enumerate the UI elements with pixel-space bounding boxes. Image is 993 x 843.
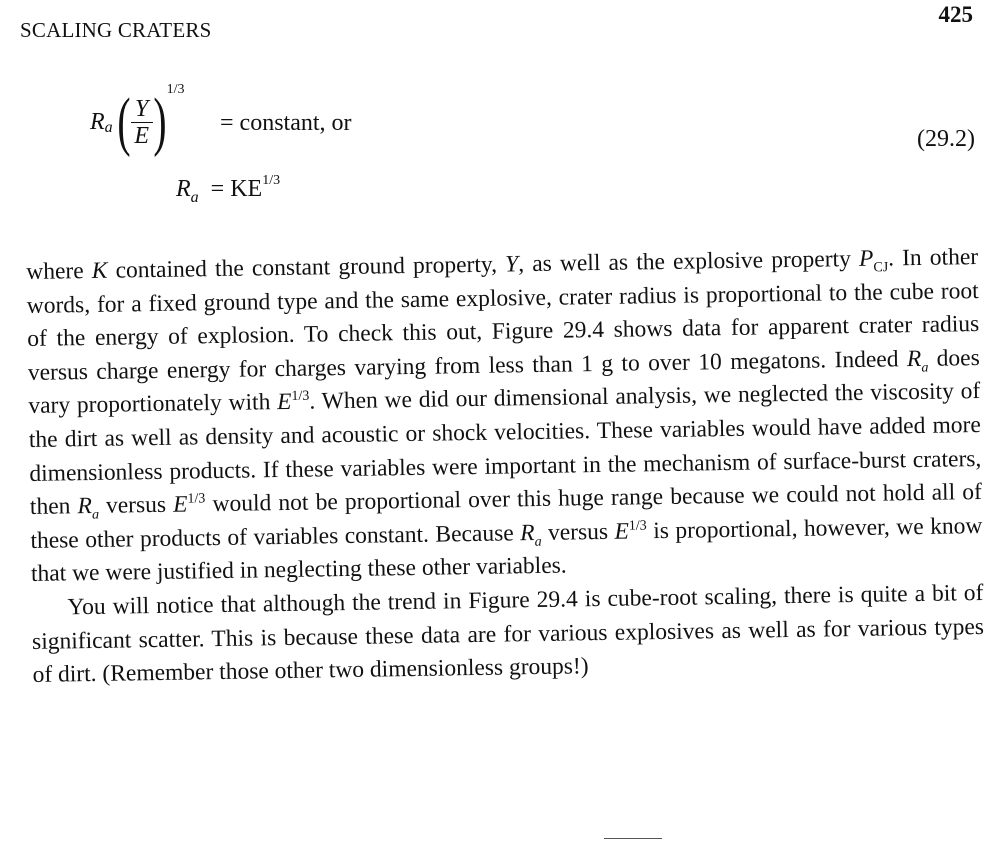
subscript-cj: CJ bbox=[873, 260, 889, 276]
subscript-a: a bbox=[534, 534, 542, 550]
paragraph-1 bbox=[26, 241, 983, 592]
text-run: . When we did our dimensional analysis, we neglected the viscosity of the dirt as well as density and acoustic or shock velocities. These variables would have added more dimensionless products. If these variables were important in the mechanism of surface-burst craters, then bbox=[28, 378, 982, 521]
superscript-1-3: 1/3 bbox=[628, 518, 647, 534]
var-p: P bbox=[858, 245, 874, 272]
var-e: E bbox=[614, 518, 630, 545]
var-r: R bbox=[906, 345, 922, 372]
fraction-numerator: Y bbox=[134, 95, 149, 122]
eq-subscript-a: a bbox=[104, 119, 113, 136]
equation-number: (29.2) bbox=[917, 126, 975, 152]
superscript-1-3: 1/3 bbox=[187, 491, 206, 507]
var-y: Y bbox=[504, 251, 519, 278]
page-edge-line bbox=[604, 838, 662, 839]
superscript-1-3: 1/3 bbox=[291, 389, 310, 405]
var-e: E bbox=[276, 389, 292, 416]
equation-line-1-text: = constant, or bbox=[220, 110, 352, 136]
text-run: , as well as the explosive property bbox=[518, 245, 860, 278]
var-e: E bbox=[172, 491, 188, 518]
text-run: would not be proportional over this huge range because we could not hold all of these other products of variables constant. Because bbox=[30, 479, 983, 554]
equation-line-2 bbox=[176, 173, 281, 206]
subscript-a: a bbox=[91, 507, 100, 523]
text-run: does vary proportionately with bbox=[28, 344, 980, 420]
page-number: 425 bbox=[938, 2, 973, 27]
paragraph-2: You will notice that although the trend in Figure 29.4 is cube-root scaling, there is quite a bit of significant scatter. This is because these data are for various explosives as well as for various types of dirt. (Remember those other two dimensionless groups!) bbox=[31, 579, 985, 689]
text-run: where bbox=[26, 257, 92, 285]
left-paren: ( bbox=[117, 85, 131, 158]
text-run: . In other words, for a fixed ground type and the same explosive, crater radius is proportional to the cube root of the energy of explosion. To check this out, Figure 29.4 shows data for apparent crater radius versus charge energy for charges varying from less than 1 g to over 10 megatons. Indeed bbox=[26, 244, 980, 386]
equation-line-1 bbox=[90, 82, 185, 162]
eq2-rhs: = KE bbox=[210, 176, 263, 202]
running-head: SCALING CRATERS bbox=[20, 18, 212, 42]
equation-29-2 bbox=[0, 70, 993, 230]
text-run: versus bbox=[98, 491, 174, 520]
eq-symbol-r: R bbox=[90, 108, 105, 135]
text-run: contained the constant ground property, bbox=[107, 251, 506, 284]
var-k: K bbox=[91, 257, 108, 284]
eq-exponent: 1/3 bbox=[166, 82, 185, 97]
eq2-subscript-a: a bbox=[190, 189, 199, 206]
var-r: R bbox=[77, 493, 93, 520]
right-paren: ) bbox=[153, 85, 167, 158]
fraction-denominator: E bbox=[134, 122, 149, 149]
var-r: R bbox=[519, 519, 535, 547]
eq2-exponent: 1/3 bbox=[262, 173, 281, 188]
text-run: is proportional, however, we know that we were justified in neglecting these other variables. bbox=[30, 512, 983, 588]
text-run: versus bbox=[541, 518, 615, 546]
body-text bbox=[26, 241, 985, 693]
eq2-symbol-r: R bbox=[176, 176, 191, 202]
fraction-y-over-e bbox=[131, 96, 153, 149]
subscript-a: a bbox=[921, 360, 929, 376]
